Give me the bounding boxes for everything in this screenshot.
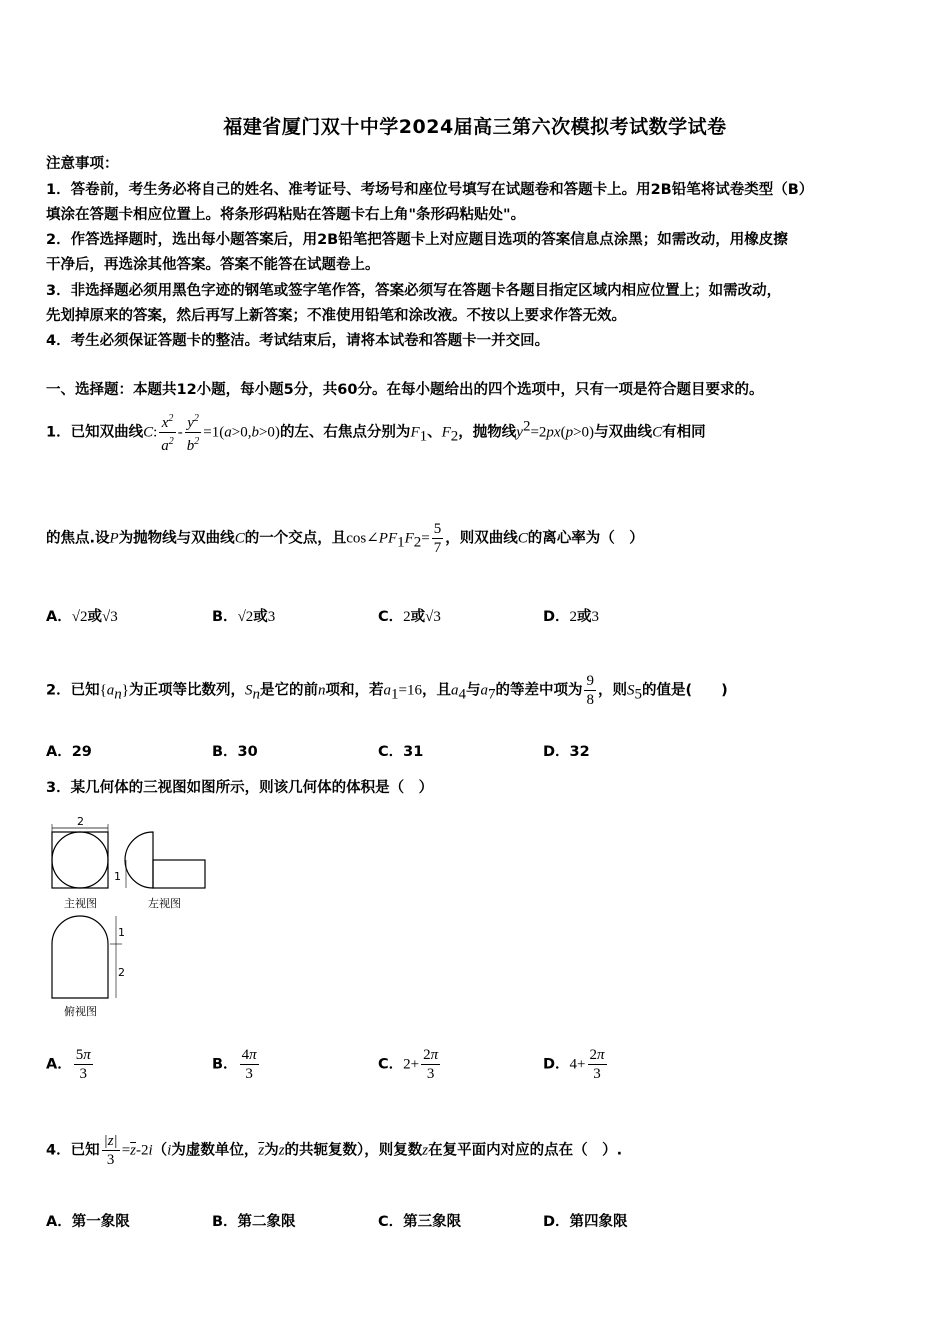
question-3: 3．某几何体的三视图如图所示，则该几何体的体积是（ ）	[46, 780, 434, 796]
top-dim1-label: 1	[118, 926, 125, 939]
q1-option-d[interactable]: D．2或3	[543, 609, 600, 625]
q1-option-b[interactable]: B．√2或3	[212, 609, 276, 625]
q2-option-a[interactable]: A．29	[46, 744, 92, 760]
three-view-figure	[40, 812, 220, 1022]
side-height-label: 1	[114, 870, 121, 883]
notice-line: 先划掉原来的答案，然后再写上新答案；不准使用铅笔和涂改液。不按以上要求作答无效。	[46, 308, 626, 324]
q3-option-c[interactable]: C．2+ $\frac{2\pi}{3}$	[378, 1047, 439, 1082]
question-4: 4．已知 $\frac{|z|}{3}$ $=\overline{z}-2i(i$为虚数单位，$\overline{z}$为z的共轭复数），则复数z在复平面内对应的点在（ ）.	[46, 1133, 623, 1168]
q4-option-c[interactable]: C．第三象限	[378, 1214, 462, 1230]
q3-option-b[interactable]: B． $\frac{4\pi}{3}$	[212, 1047, 257, 1082]
notice-line: 干净后，再选涂其他答案。答案不能答在试题卷上。	[46, 257, 380, 273]
q1-option-a[interactable]: A．√2或√3	[46, 609, 118, 625]
q2-option-b[interactable]: B．30	[212, 744, 258, 760]
question-2: 2．已知$\{a_n\}$为正项等比数列，$S_n$是它的前n项和，若$a_1=16$，且$a_4$与$a_7$的等差中项为 $\frac{9}{8}$ ，则$S_5$的值是( )	[46, 673, 728, 708]
q1-option-c[interactable]: C．2或√3	[378, 609, 441, 625]
top-shape	[52, 916, 108, 998]
q4-option-d[interactable]: D．第四象限	[543, 1214, 628, 1230]
top-label: 俯视图	[64, 1005, 97, 1018]
notice-line: 1．答卷前，考生务必将自己的姓名、准考证号、考场号和座位号填写在试题卷和答题卡上。用2B铅笔将试卷类型（B）	[46, 182, 814, 198]
front-circle	[52, 832, 108, 888]
question-1-line1: 1．已知双曲线C: $\frac{x^2}{a^2}$ - $\frac{y^2}{b^2}$ =1(a>0,b>0)的左、右焦点分别为$F_1$、$F_2$，抛物线$y^2=2px(p>0)$与双曲线C有相同	[46, 410, 706, 455]
side-rect	[153, 860, 205, 888]
side-label: 左视图	[148, 897, 181, 910]
page-title: 福建省厦门双十中学2024届高三第六次模拟考试数学试卷	[223, 116, 727, 138]
q4-option-a[interactable]: A．第一象限	[46, 1214, 130, 1230]
question-1-line2: 的焦点.设P为抛物线与双曲线C的一个交点，且$\cos\angle PF_1F_2=$ $\frac{5}{7}$ ，则双曲线C的离心率为（ ）	[46, 521, 644, 556]
q3-option-a[interactable]: A． $\frac{5\pi}{3}$	[46, 1047, 91, 1082]
notice-line: 3．非选择题必须用黑色字迹的钢笔或签字笔作答，答案必须写在答题卡各题目指定区域内相应位置上；如需改动，	[46, 283, 782, 299]
front-width-label: 2	[77, 815, 84, 828]
top-dim2-label: 2	[118, 966, 125, 979]
notice-line: 2．作答选择题时，选出每小题答案后，用2B铅笔把答题卡上对应题目选项的答案信息点涂黑；如需改动，用橡皮擦	[46, 232, 788, 248]
notice-line: 4．考生必须保证答题卡的整洁。考试结束后，请将本试卷和答题卡一并交回。	[46, 333, 550, 349]
notice-heading: 注意事项：	[46, 156, 119, 172]
q2-option-d[interactable]: D．32	[543, 744, 590, 760]
section-heading: 一、选择题：本题共12小题，每小题5分，共60分。在每小题给出的四个选项中，只有一项是符合题目要求的。	[46, 382, 764, 398]
q3-option-d[interactable]: D．4+ $\frac{2\pi}{3}$	[543, 1047, 605, 1082]
front-label: 主视图	[64, 897, 97, 910]
side-semicircle	[125, 832, 153, 888]
q2-option-c[interactable]: C．31	[378, 744, 424, 760]
q4-option-b[interactable]: B．第二象限	[212, 1214, 296, 1230]
notice-line: 填涂在答题卡相应位置上。将条形码粘贴在答题卡右上角"条形码粘贴处"。	[46, 207, 526, 223]
